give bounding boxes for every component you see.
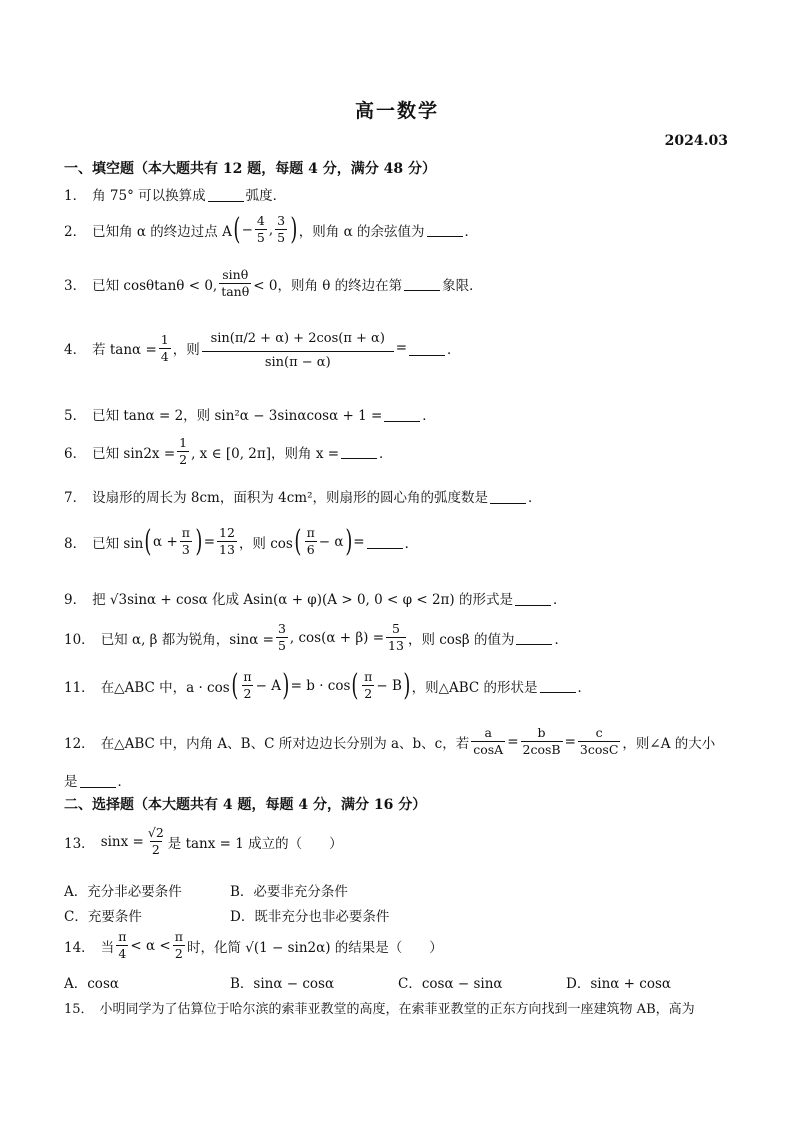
question-number: 4． xyxy=(64,342,87,359)
question-mid: < 0，则角 θ 的终边在第 xyxy=(253,277,403,294)
question-number: 2． xyxy=(64,223,87,240)
numerator: π xyxy=(174,929,183,944)
fraction xyxy=(180,526,192,558)
question-number: 5． xyxy=(64,408,87,424)
question-text: 当 xyxy=(100,939,115,956)
fraction xyxy=(386,622,406,654)
right-paren: ) xyxy=(403,667,411,703)
right-paren: ) xyxy=(290,211,298,247)
question-tail: 弧度． xyxy=(245,188,287,204)
equals-sign: = xyxy=(564,733,576,750)
denominator: sin(π − α) xyxy=(202,351,394,371)
numerator: √2 xyxy=(147,825,164,840)
numerator: b xyxy=(537,725,546,740)
answer-blank[interactable] xyxy=(384,407,420,422)
fraction xyxy=(146,826,166,858)
answer-blank[interactable] xyxy=(341,444,377,459)
question-5 xyxy=(64,404,436,424)
answer-blank[interactable] xyxy=(208,187,244,202)
question-number: 14． xyxy=(64,939,95,956)
question-tail: ，则 cosβ 的值为 xyxy=(407,631,515,648)
question-tail: 是 tanx = 1 成立的（ ） xyxy=(167,835,343,852)
answer-blank[interactable] xyxy=(427,222,463,237)
question-connector: ，则 xyxy=(172,342,200,359)
question-tail: , x ∈ [0, 2π]，则角 x = xyxy=(191,445,340,462)
question-number: 9． xyxy=(64,592,87,608)
question-text: 已知 sin2x = xyxy=(92,445,176,462)
numerator: c xyxy=(595,725,603,740)
question-12-line2 xyxy=(64,770,131,790)
numerator: 1 xyxy=(160,331,169,347)
answer-blank[interactable] xyxy=(515,591,551,606)
equals-sign: = xyxy=(353,533,365,550)
question-tail: ，则∠A 的大小 xyxy=(622,735,716,752)
numerator: 4 xyxy=(256,213,265,228)
denominator: 4 xyxy=(160,348,169,364)
denominator: 2 xyxy=(174,946,183,962)
fraction xyxy=(177,436,189,468)
question-mid: < α < xyxy=(130,937,171,954)
question-end: ． xyxy=(404,535,419,552)
fraction xyxy=(471,726,505,758)
question-text: 设扇形的周长为 8cm，面积为 4cm²，则扇形的圆心角的弧度数是 xyxy=(92,490,488,506)
denominator: 13 xyxy=(388,638,404,654)
expr: α + xyxy=(153,533,178,550)
denominator: 2 xyxy=(243,686,252,702)
question-mid: , cos(α + β) = xyxy=(289,629,385,646)
left-paren: ( xyxy=(231,667,239,703)
numerator: 3 xyxy=(277,213,286,228)
answer-blank[interactable] xyxy=(404,276,440,291)
question-3 xyxy=(64,268,483,300)
question-text: 小明同学为了估算位于哈尔滨的索菲亚教堂的高度，在索菲亚教堂的正东方向找到一座建筑物 AB，高为 xyxy=(99,1002,695,1017)
denominator: 4 xyxy=(118,946,127,962)
question-6 xyxy=(64,436,393,468)
fraction xyxy=(275,214,287,246)
numerator: π xyxy=(118,929,127,944)
question-end: ． xyxy=(552,592,567,608)
denominator: cosA xyxy=(473,742,504,758)
question-text: 已知 cosθtanθ < 0, xyxy=(92,277,218,294)
question-end: ． xyxy=(117,774,131,790)
exam-date: 2024.03 xyxy=(664,133,728,149)
section-heading-choice: 二、选择题（本大题共有 4 题，每题 4 分，满分 16 分） xyxy=(64,797,427,813)
question-12 xyxy=(64,726,715,758)
numerator: π xyxy=(364,669,373,684)
comma: , xyxy=(268,221,274,238)
fraction xyxy=(159,333,171,365)
option-14-c[interactable]: C．cosα − sinα xyxy=(398,976,503,992)
option-14-d[interactable]: D．sinα + cosα xyxy=(566,976,672,992)
option-13-c[interactable]: C．充要条件 xyxy=(64,909,142,925)
fraction xyxy=(217,526,237,558)
question-end: ． xyxy=(554,631,568,648)
numerator: sinθ xyxy=(222,267,249,282)
fraction xyxy=(521,726,563,758)
numerator: 12 xyxy=(219,525,235,540)
numerator: 1 xyxy=(179,435,188,450)
question-4 xyxy=(64,326,461,371)
fraction xyxy=(116,930,128,962)
fraction xyxy=(255,214,267,246)
question-13 xyxy=(64,826,343,858)
option-13-a[interactable]: A．充分非必要条件 xyxy=(64,884,182,900)
question-tail: 时，化简 √(1 − sin2α) 的结果是（ ） xyxy=(186,939,443,956)
numerator: 5 xyxy=(392,621,400,636)
denominator: 13 xyxy=(219,542,235,558)
question-text: 角 75° 可以换算成 xyxy=(92,188,206,204)
expr: − A xyxy=(255,677,281,694)
left-paren: ( xyxy=(144,523,152,559)
answer-blank[interactable] xyxy=(490,489,526,504)
answer-blank[interactable] xyxy=(409,341,445,356)
question-number: 13． xyxy=(64,835,95,852)
numerator: π xyxy=(243,669,252,684)
fraction xyxy=(362,670,374,702)
question-number: 7． xyxy=(64,490,87,506)
denominator: tanθ xyxy=(221,284,250,300)
numerator: sin(π/2 + α) + 2cos(π + α) xyxy=(210,331,385,346)
question-end: ． xyxy=(528,490,542,506)
right-paren: ) xyxy=(195,523,203,559)
option-14-a[interactable]: A．cosα xyxy=(64,976,119,992)
numerator: π xyxy=(306,525,315,540)
question-15 xyxy=(64,998,695,1017)
fraction xyxy=(241,670,253,702)
question-number: 12． xyxy=(64,735,95,752)
question-end: ． xyxy=(379,445,393,462)
question-text: 在△ABC 中，a · cos xyxy=(100,679,230,696)
minus-sign: − xyxy=(241,221,253,238)
question-text: 已知 α, β 都为锐角，sinα = xyxy=(100,631,274,648)
denominator: 3 xyxy=(181,542,190,558)
fraction xyxy=(219,268,251,300)
numerator: a xyxy=(484,725,492,740)
big-fraction xyxy=(202,326,394,371)
fraction xyxy=(173,930,185,962)
question-9 xyxy=(64,588,566,608)
question-14 xyxy=(64,930,443,962)
denominator: 2 xyxy=(364,686,373,702)
question-connector: ，则 cos xyxy=(238,535,293,552)
question-8 xyxy=(64,523,419,559)
right-paren: ) xyxy=(344,523,352,559)
denominator: 6 xyxy=(306,542,315,558)
left-paren: ( xyxy=(351,667,359,703)
question-text: 若 tanα = xyxy=(92,342,157,359)
question-text: 把 √3sinα + cosα 化成 Asin(α + φ)(A > 0, 0 < φ < 2π) 的形式是 xyxy=(92,592,513,608)
question-tail: ，则△ABC 的形状是 xyxy=(411,679,538,696)
expr: − B xyxy=(376,677,402,694)
question-text: sinx = xyxy=(100,833,144,850)
question-number: 6． xyxy=(64,445,87,462)
fraction xyxy=(305,526,317,558)
expr: = b · cos xyxy=(290,677,351,694)
option-14-b[interactable]: B．sinα − cosα xyxy=(230,976,335,992)
question-7 xyxy=(64,486,542,506)
right-paren: ) xyxy=(282,667,290,703)
question-text: 已知 sin xyxy=(92,535,144,552)
question-number: 1． xyxy=(64,188,87,204)
question-end: ． xyxy=(447,342,461,359)
fraction xyxy=(276,622,288,654)
equals-sign: = xyxy=(395,340,408,357)
option-13-b[interactable]: B．必要非充分条件 xyxy=(230,884,348,900)
question-tail: ，则角 α 的余弦值为 xyxy=(298,223,425,240)
equals-sign: = xyxy=(507,733,519,750)
question-end: ． xyxy=(422,408,436,424)
question-11 xyxy=(64,667,592,703)
question-end: ． xyxy=(464,223,478,240)
question-number: 15． xyxy=(64,1002,94,1017)
equals-sign: = xyxy=(203,533,216,550)
denominator: 5 xyxy=(277,638,286,654)
question-number: 10． xyxy=(64,631,95,648)
question-number: 11． xyxy=(64,679,95,696)
question-2 xyxy=(64,211,478,247)
question-10 xyxy=(64,622,568,654)
option-13-d[interactable]: D．既非充分也非必要条件 xyxy=(230,909,390,925)
page-title: 高一数学 xyxy=(354,100,439,122)
left-paren: ( xyxy=(233,211,241,247)
question-text: 是 xyxy=(64,774,78,790)
question-number: 3． xyxy=(64,277,87,294)
section-heading-fill-in: 一、填空题（本大题共有 12 题，每题 4 分，满分 48 分） xyxy=(64,161,436,177)
denominator: 2 xyxy=(151,842,160,858)
denominator: 3cosC xyxy=(579,742,619,758)
answer-blank[interactable] xyxy=(540,678,576,693)
denominator: 2cosB xyxy=(522,742,561,758)
denominator: 5 xyxy=(256,230,265,246)
question-text: 已知 tanα = 2，则 sin²α − 3sinαcosα + 1 = xyxy=(92,408,383,424)
question-end: ． xyxy=(577,679,592,696)
answer-blank[interactable] xyxy=(516,630,552,645)
answer-blank[interactable] xyxy=(80,773,116,788)
numerator: 3 xyxy=(277,621,286,636)
question-number: 8． xyxy=(64,535,87,552)
expr: − α xyxy=(318,533,344,550)
question-1 xyxy=(64,184,286,204)
question-text: 在△ABC 中，内角 A、B、C 所对边边长分别为 a、b、c，若 xyxy=(100,735,470,752)
denominator: 2 xyxy=(179,452,188,468)
numerator: π xyxy=(181,525,190,540)
question-text: 已知角 α 的终边过点 A xyxy=(92,223,232,240)
fraction xyxy=(578,726,620,758)
question-tail: 象限． xyxy=(442,277,483,294)
answer-blank[interactable] xyxy=(367,534,403,549)
denominator: 5 xyxy=(277,230,286,246)
left-paren: ( xyxy=(294,523,302,559)
